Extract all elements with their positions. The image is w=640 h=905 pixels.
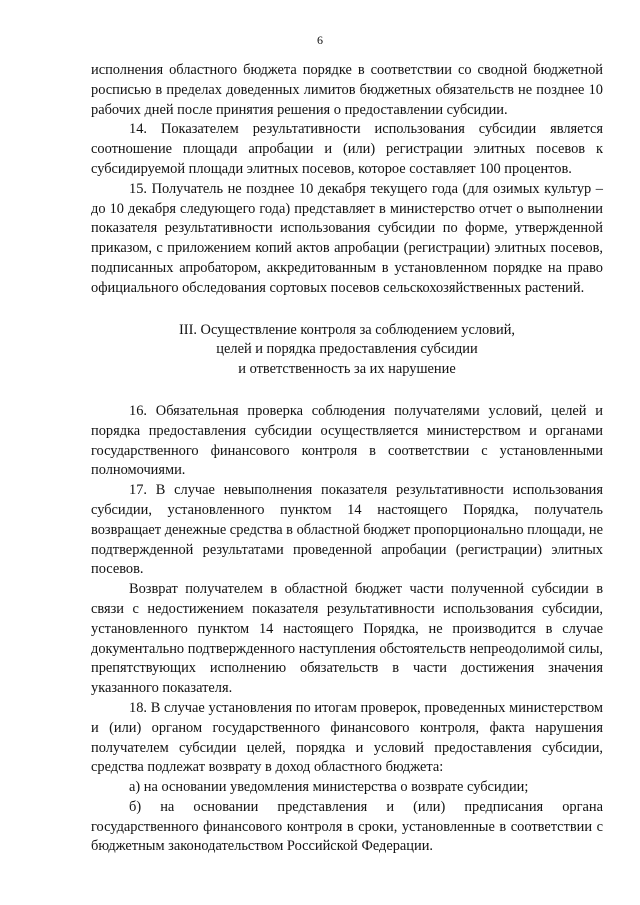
section-heading-line-3: и ответственность за их нарушение (238, 361, 456, 378)
paragraph-16: 16. Обязательная проверка соблюдения получателями условий, целей и порядка предоставления субсидии осуществляется министерством и органами государственного финансового контроля в соответствии с установленными полномочиями. (91, 402, 603, 479)
section-heading (91, 321, 603, 380)
paragraph-18-item-b: б) на основании представления и (или) предписания органа государственного финансового контроля в сроки, установленные в соответствии с бюджетным законодательством Российской Федерации. (91, 798, 603, 855)
paragraph-18: 18. В случае установления по итогам проверок, проведенных министерством и (или) органом государственного финансового контроля, факта нарушения получателем субсидии целей, порядка и условий предоставления субсидии, средства подлежат возврату в доход областного бюджета: (91, 699, 603, 776)
paragraph-17: 17. В случае невыполнения показателя результативности использования субсидии, установленного пунктом 14 настоящего Порядка, получатель возвращает денежные средства в областной бюджет пропорционально площади, не подтвержденной результатами проведенной апробации (регистрации) элитных посевов. (91, 482, 603, 578)
page-number: 6 (317, 33, 323, 47)
paragraph-17-continued: Возврат получателем в областной бюджет части полученной субсидии в связи с недостижением показателя результативности использования субсидии, установленного пунктом 14 настоящего Порядка, не производится в случае документально подтвержденного наступления обстоятельств непреодолимой силы, препятствующих исполнению обязательств в части достижения значения указанного показателя. (91, 581, 603, 697)
paragraph-15: 15. Получатель не позднее 10 декабря текущего года (для озимых культур – до 10 декабря следующего года) представляет в министерство отчет о выполнении показателя результативности использования субсидии по форме, утвержденной приказом, с приложением копий актов апробации (регистрации) элитных посевов, подписанных апробатором, аккредитованным в установленном порядке на право официального обследования сортовых посевов сельскохозяйственных растений. (91, 180, 603, 296)
section-heading-line-2: целей и порядка предоставления субсидии (216, 341, 478, 358)
paragraph-continuation: исполнения областного бюджета порядке в соответствии со сводной бюджетной росписью в пределах доведенных лимитов бюджетных обязательств не позднее 10 рабочих дней после принятия решения о предоставлении субсидии. (91, 62, 603, 118)
paragraph-18-item-a: а) на основании уведомления министерства о возврате субсидии; (129, 779, 529, 796)
paragraph-14: 14. Показателем результативности использования субсидии является соотношение площади апробации и (или) регистрации элитных посевов к субсидируемой площади элитных посевов, которое составляет 100 процентов. (91, 121, 603, 177)
section-heading-line-1: III. Осуществление контроля за соблюдением условий, (178, 321, 515, 338)
document-body (91, 61, 603, 857)
